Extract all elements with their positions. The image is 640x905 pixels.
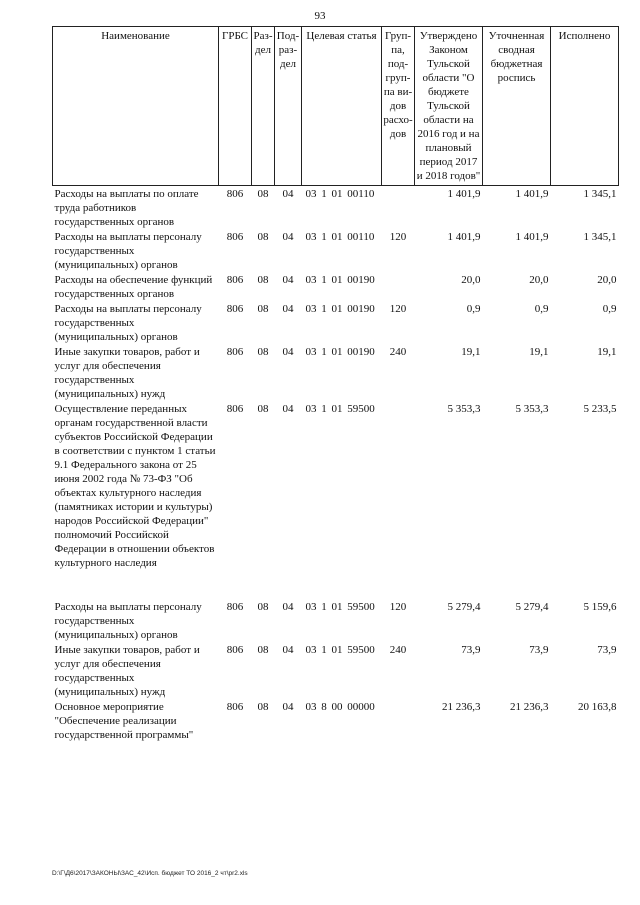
header-utverzhdeno: Утверждено Законом Тульской области "О бюджете Тульской области на 2016 год и на плановый период 2017 и 2018 годов" [415, 27, 483, 186]
cell-vid-rashodov: 120 [389, 601, 407, 613]
cell-name: Расходы на выплаты персоналу государственных (муниципальных) органов [54, 231, 202, 271]
cell-utochnennaya: 20,0 [529, 274, 549, 286]
cell-vid-rashodov: 120 [389, 303, 407, 315]
cell-grbs: 806 [226, 701, 244, 713]
cell-razdel: 08 [257, 701, 269, 713]
cell-grbs: 806 [226, 303, 244, 315]
cell-razdel: 08 [257, 644, 269, 656]
cell-utochnennaya: 5 353,3 [515, 403, 549, 415]
header-ispolneno: Исполнено [551, 27, 619, 186]
cell-ispolneno: 1 345,1 [583, 231, 617, 243]
cell-razdel: 08 [257, 601, 269, 613]
page-number: 93 [314, 10, 326, 22]
cell-celevaya-statya: 03 1 01 00190 [305, 346, 375, 358]
cell-razdel: 08 [257, 403, 269, 415]
cell-name: Иные закупки товаров, работ и услуг для обеспечения государственных (муниципальных) нужд [54, 644, 200, 698]
cell-podrazdel: 04 [282, 274, 294, 286]
spacer-row [53, 570, 619, 599]
cell-name: Расходы на обеспечение функций государственных органов [54, 274, 213, 300]
budget-table [52, 26, 619, 742]
table-row [53, 401, 619, 570]
cell-podrazdel: 04 [282, 346, 294, 358]
cell-razdel: 08 [257, 188, 269, 200]
cell-ispolneno: 73,9 [597, 644, 617, 656]
cell-ispolneno: 5 233,5 [583, 403, 617, 415]
cell-razdel: 08 [257, 274, 269, 286]
header-gruppa-vidov-rashodov: Груп-па, под-груп-па ви-дов расхо-дов [382, 27, 415, 186]
cell-vid-rashodov [382, 699, 415, 742]
cell-utochnennaya: 21 236,3 [510, 701, 549, 713]
header-name: Наименование [53, 27, 219, 186]
cell-vid-rashodov: 240 [389, 644, 407, 656]
cell-utochnennaya: 1 401,9 [515, 231, 549, 243]
table-row [53, 599, 619, 642]
cell-celevaya-statya: 03 1 01 00190 [305, 274, 375, 286]
cell-razdel: 08 [257, 346, 269, 358]
cell-vid-rashodov: 120 [389, 231, 407, 243]
cell-podrazdel: 04 [282, 231, 294, 243]
cell-utverzhdeno: 0,9 [466, 303, 481, 315]
cell-utverzhdeno: 20,0 [461, 274, 481, 286]
cell-utochnennaya: 73,9 [529, 644, 549, 656]
table-row [53, 186, 619, 230]
header-grbs: ГРБС [219, 27, 252, 186]
cell-name: Расходы на выплаты по оплате труда работников государственных органов [54, 188, 199, 228]
cell-grbs: 806 [226, 346, 244, 358]
footer-file-path: D:\Г\Д6\2017\ЗАКОНЫ\ЗАС_42\Исп. бюджет ТО 2016_2 чт\pr2.xls [52, 870, 248, 877]
cell-utverzhdeno: 73,9 [461, 644, 481, 656]
cell-razdel: 08 [257, 231, 269, 243]
cell-utverzhdeno: 21 236,3 [442, 701, 481, 713]
cell-razdel: 08 [257, 303, 269, 315]
cell-podrazdel: 04 [282, 403, 294, 415]
table-row [53, 272, 619, 301]
cell-utverzhdeno: 1 401,9 [447, 188, 481, 200]
cell-vid-rashodov [382, 272, 415, 301]
header-utochnennaya-rospis: Уточненная сводная бюджетная роспись [483, 27, 551, 186]
cell-celevaya-statya: 03 1 01 00190 [305, 303, 375, 315]
cell-name: Основное мероприятие "Обеспечение реализации государственной программы" [54, 701, 194, 741]
header-row [53, 27, 619, 186]
cell-utverzhdeno: 19,1 [461, 346, 481, 358]
table-row [53, 642, 619, 699]
header-podrazdel: Под-раз-дел [275, 27, 302, 186]
cell-celevaya-statya: 03 1 01 59500 [305, 601, 375, 613]
cell-vid-rashodov [382, 186, 415, 230]
cell-podrazdel: 04 [282, 303, 294, 315]
cell-vid-rashodov: 240 [389, 346, 407, 358]
cell-celevaya-statya: 03 1 01 59500 [305, 403, 375, 415]
table-row [53, 344, 619, 401]
table-row [53, 301, 619, 344]
table-row [53, 699, 619, 742]
cell-podrazdel: 04 [282, 601, 294, 613]
cell-ispolneno: 1 345,1 [583, 188, 617, 200]
cell-utverzhdeno: 5 353,3 [447, 403, 481, 415]
table-row [53, 229, 619, 272]
cell-podrazdel: 04 [282, 644, 294, 656]
header-razdel: Раз-дел [252, 27, 275, 186]
cell-grbs: 806 [226, 231, 244, 243]
cell-ispolneno: 20,0 [597, 274, 617, 286]
cell-celevaya-statya: 03 8 00 00000 [305, 701, 375, 713]
cell-name: Расходы на выплаты персоналу государственных (муниципальных) органов [54, 303, 202, 343]
cell-vid-rashodov [382, 401, 415, 570]
cell-grbs: 806 [226, 274, 244, 286]
cell-utverzhdeno: 5 279,4 [447, 601, 481, 613]
cell-podrazdel: 04 [282, 701, 294, 713]
cell-name: Расходы на выплаты персоналу государственных (муниципальных) органов [54, 601, 202, 641]
cell-ispolneno: 0,9 [602, 303, 617, 315]
cell-celevaya-statya: 03 1 01 59500 [305, 644, 375, 656]
cell-grbs: 806 [226, 188, 244, 200]
cell-utochnennaya: 19,1 [529, 346, 549, 358]
cell-utverzhdeno: 1 401,9 [447, 231, 481, 243]
cell-grbs: 806 [226, 601, 244, 613]
cell-utochnennaya: 5 279,4 [515, 601, 549, 613]
header-celevaya-statya: Целевая статья [302, 27, 382, 186]
cell-name: Иные закупки товаров, работ и услуг для обеспечения государственных (муниципальных) нужд [54, 346, 200, 400]
cell-name: Осуществление переданных органам государственной власти субъектов Российской Федерации в соответствии с пунктом 1 статьи 9.1 Федерального закона от 25 июня 2002 года № 73-ФЗ "Об объектах культурного наследия (памятниках истории и культуры) народов Российской Федерации" полномочий Российской Федерации в отношении объектов культурного наследия [54, 403, 216, 569]
cell-utochnennaya: 0,9 [534, 303, 549, 315]
spacer-cell [53, 570, 619, 599]
cell-celevaya-statya: 03 1 01 00110 [305, 231, 375, 243]
cell-ispolneno: 20 163,8 [578, 701, 617, 713]
cell-grbs: 806 [226, 403, 244, 415]
cell-utochnennaya: 1 401,9 [515, 188, 549, 200]
cell-podrazdel: 04 [282, 188, 294, 200]
cell-grbs: 806 [226, 644, 244, 656]
cell-celevaya-statya: 03 1 01 00110 [305, 188, 375, 200]
cell-ispolneno: 5 159,6 [583, 601, 617, 613]
cell-ispolneno: 19,1 [597, 346, 617, 358]
